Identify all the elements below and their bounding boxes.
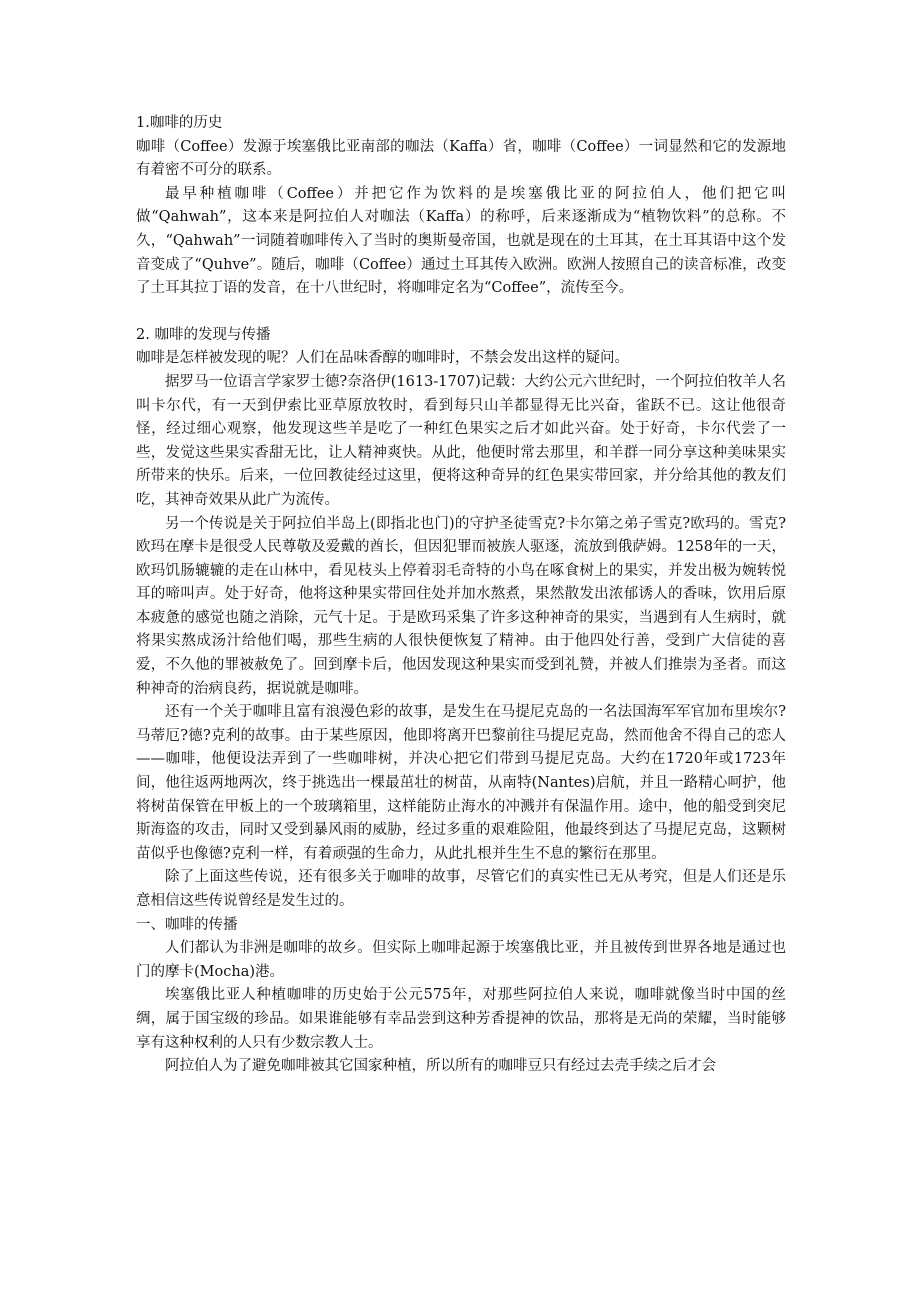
section-heading-discovery: 2. 咖啡的发现与传播	[136, 326, 271, 343]
paragraph-question: 咖啡是怎样被发现的呢？人们在品味香醇的咖啡时，不禁会发出这样的疑问。	[136, 350, 629, 367]
paragraph-arab-protection: 阿拉伯人为了避免咖啡被其它国家种植，所以所有的咖啡豆只有经过去壳手续之后才会	[165, 1058, 716, 1075]
paragraph-kaldi-legend: 据罗马一位语言学家罗士德?奈洛伊(1613-1707)记载：大约公元六世纪时，一个阿拉伯牧羊人名叫卡尔代，有一天到伊索比亚草原放牧时，看到每只山羊都显得无比兴奋，雀跃不已。这让他很奇怪，经过细心观察，他发现这些羊是吃了一种红色果实之后才如此兴奋。处于好奇，卡尔代尝了一些，发觉这些果实香甜无比，让人精神爽快。从此，他便时常去那里，和羊群一同分享这种美味果实所带来的快乐。后来，一位回教徒经过这里，便将这种奇异的红色果实带回家，并分给其他的教友们吃，其神奇效果从此广为流传。	[136, 373, 786, 508]
paragraph-legends-summary: 除了上面这些传说，还有很多关于咖啡的故事，尽管它们的真实性已无从考究，但是人们还是乐意相信这些传说曾经是发生过的。	[136, 869, 786, 909]
section-spacer	[136, 301, 786, 324]
paragraph-declieu-story: 还有一个关于咖啡且富有浪漫色彩的故事，是发生在马提尼克岛的一名法国海军军官加布里埃尔?马蒂厄?德?克利的故事。由于某些原因，他即将离开巴黎前往马提尼克岛，然而他舍不得自己的恋人——咖啡，他便设法弄到了一些咖啡树，并决心把它们带到马提尼克岛。大约在1720年或1723年间，他往返两地两次，终于挑选出一棵最茁壮的树苗，从南特(Nantes)启航，并且一路精心呵护，他将树苗保管在甲板上的一个玻璃箱里，这样能防止海水的冲溅并有保温作用。途中，他的船受到突尼斯海盗的攻击，同时又受到暴风雨的威胁，经过多重的艰难险阻，他最终到达了马提尼克岛，这颗树苗似乎也像德?克利一样，有着顽强的生命力，从此扎根并生生不息的繁衍在那里。	[136, 704, 786, 862]
paragraph-qahwah: 最早种植咖啡（Coffee）并把它作为饮料的是埃塞俄比亚的阿拉伯人，他们把它叫做“Qahwah”，这本来是阿拉伯人对咖法（Kaffa）的称呼，后来逐渐成为“植物饮料”的总称。不久，“Qahwah”一词随着咖啡传入了当时的奥斯曼帝国，也就是现在的土耳其，在土耳其语中这个发音变成了“Quhve”。随后，咖啡（Coffee）通过土耳其传入欧洲。欧洲人按照自己的读音标准，改变了土耳其拉丁语的发音，在十八世纪时，将咖啡定名为“Coffee”，流传至今。	[136, 185, 786, 297]
paragraph-origin: 咖啡（Coffee）发源于埃塞俄比亚南部的咖法（Kaffa）省，咖啡（Coffee）一词显然和它的发源地有着密不可分的联系。	[136, 138, 786, 179]
paragraph-ethiopia-history: 埃塞俄比亚人种植咖啡的历史始于公元575年，对那些阿拉伯人来说，咖啡就像当时中国的丝绸，属于国宝级的珍品。如果谁能够有幸品尝到这种芳香提神的饮品，那将是无尚的荣耀，当时能够享有这种权利的人只有少数宗教人士。	[136, 987, 786, 1051]
paragraph-omar-legend: 另一个传说是关于阿拉伯半岛上(即指北也门)的守护圣徒雪克?卡尔第之弟子雪克?欧玛的。雪克?欧玛在摩卡是很受人民尊敬及爱戴的酋长，但因犯罪而被族人驱逐，流放到俄萨姆。1258年的一天，欧玛饥肠辘辘的走在山林中，看见枝头上停着羽毛奇特的小鸟在啄食树上的果实，并发出极为婉转悦耳的啼叫声。处于好奇，他将这种果实带回住处并加水熬煮，果然散发出浓郁诱人的香味，饮用后原本疲惫的感觉也随之消除，元气十足。于是欧玛采集了许多这种神奇的果实，当遇到有人生病时，就将果实熬成汤汁给他们喝，那些生病的人很快便恢复了精神。由于他四处行善，受到广大信徒的喜爱，不久他的罪被赦免了。回到摩卡后，他因发现这种果实而受到礼赞，并被人们推崇为圣者。而这种神奇的治病良药，据说就是咖啡。	[136, 515, 786, 697]
section-heading-coffee-history: 1.咖啡的历史	[136, 115, 223, 131]
section-heading-spread: 一、咖啡的传播	[136, 916, 238, 933]
document-page	[136, 112, 786, 1079]
paragraph-africa-origin: 人们都认为非洲是咖啡的故乡。但实际上咖啡起源于埃塞俄比亚，并且被传到世界各地是通过也门的摩卡(Mocha)港。	[136, 940, 786, 980]
